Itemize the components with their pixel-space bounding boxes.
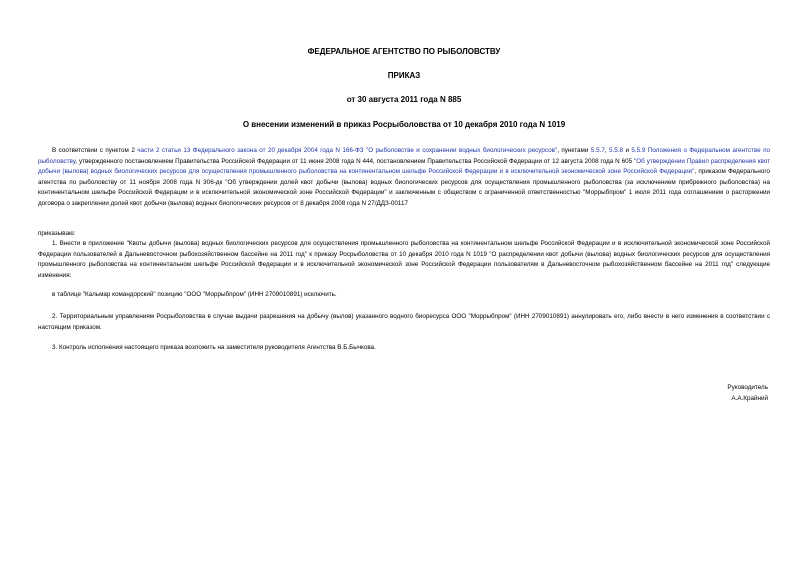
- order-word: приказываю:: [38, 230, 76, 237]
- signature-name: А.А.Крайний: [731, 395, 768, 402]
- preamble-text-5: , утвержденного постановлением Правительства Российской Федерации от 11 июня 2008 года N 444, постановлением Правительства Российской Федерации от 12 августа 2008 года N 605: [75, 157, 635, 165]
- document-title: О внесении изменений в приказ Росрыболовства от 10 декабря 2010 года N 1019: [242, 120, 566, 129]
- item-3-paragraph: 3. Контроль исполнения настоящего приказа возложить на заместителя руководителя Агентства В.Б.Бычкова.: [52, 344, 376, 351]
- preamble-paragraph: [38, 146, 770, 210]
- document-date-number: от 30 августа 2011 года N 885: [346, 95, 462, 104]
- preamble-text-3: ,: [604, 147, 610, 154]
- quota-rules-link[interactable]: "Об утверждении Правил распределения квот добычи (вылова) водных биологических ресурсов для осуществления промышленного рыболовства на континентальном шельфе Российской Федерации и в исключительной экономической зоне Российской Федерации": [38, 157, 770, 176]
- preamble-text-2: , пунктами: [557, 147, 591, 154]
- item-2-paragraph: 2. Территориальным управлениям Росрыболовства в случае выдачи разрешения на добычу (вылов) указанного водного биоресурса ООО "Моррыбпром" (ИНН 2709010891) аннулировать его, либо внести в него изменения в соответствии с настоящим приказом.: [38, 313, 770, 331]
- point-5-5-8-link[interactable]: 5.5.8: [609, 147, 624, 154]
- law-link[interactable]: части 2 статьи 13 Федерального закона от 20 декабря 2004 года N 166-ФЗ "О рыболовстве и сохранении водных биологических ресурсов": [137, 147, 558, 154]
- preamble-text-1: В соответствии с пунктом 2: [52, 147, 138, 154]
- point-5-5-7-link[interactable]: 5.5.7: [590, 147, 605, 154]
- preamble-text-6: , приказом Федерального агентства по рыболовству от 11 ноября 2008 года N 306-дк "Об утверждении долей квот добычи (вылова) водных биологических ресурсов для осуществления промышленного рыболовства (за исключением прибрежного рыболовства) на континентальном шельфе Российской Федерации и в исключительной экономической зоне Российской Федерации" и заключенным с обществом с ограниченной ответственностью "Моррыбпром" 1 июля 2011 года соглашением о расторжении договора о закреплении долей квот добычи (вылова) водных биологических ресурсов от 8 декабря 2008 года N 27/ДДЗ-00117: [38, 168, 770, 207]
- signature-position: Руководитель: [727, 384, 768, 391]
- preamble-text-4: и: [623, 147, 632, 154]
- regulation-link[interactable]: 5.5.9 Положения о Федеральном агентстве по рыболовству: [38, 147, 770, 165]
- document-type: ПРИКАЗ: [387, 71, 421, 80]
- item-1-subparagraph: в таблице "Кальмар командорский" позицию "ООО "Моррыбпром" (ИНН 2709010891) исключить.: [52, 291, 337, 298]
- agency-name: ФЕДЕРАЛЬНОЕ АГЕНТСТВО ПО РЫБОЛОВСТВУ: [307, 47, 501, 56]
- item-1-paragraph: 1. Внести в приложение "Квоты добычи (вылова) водных биологических ресурсов для осуществления промышленного рыболовства на континентальном шельфе Российской Федерации и в исключительной экономической зоне Российской Федерации пользователей в Дальневосточном рыбохозяйственном бассейне на 2011 год" к приказу Росрыболовства от 10 декабря 2010 года N 1019 "О распределении квот добычи (вылова) водных биологических ресурсов для осуществления промышленного рыболовства на континентальном шельфе Российской Федерации и в исключительной экономической зоне Российской Федерации пользователям в Дальневосточном рыбохозяйственном бассейне на 2011 год" следующие изменения:: [38, 240, 770, 279]
- document-page: [38, 0, 770, 571]
